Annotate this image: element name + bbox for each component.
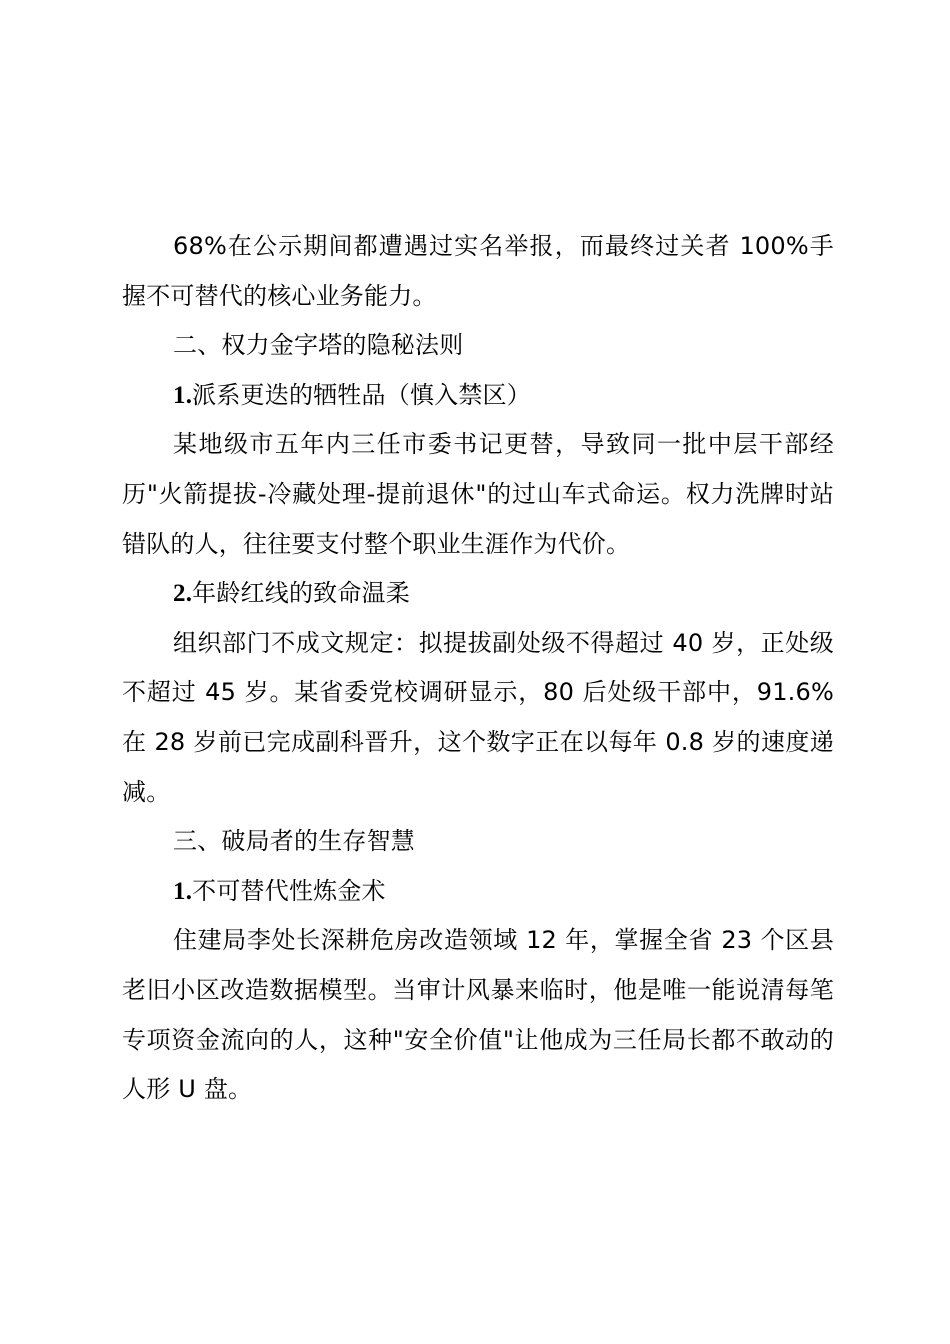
body-paragraph-report-stats: 68%在公示期间都遭遇过实名举报，而最终过关者 100%手握不可替代的核心业务能力。 <box>122 232 834 310</box>
subheading-number: 1. <box>173 877 193 905</box>
section-heading-survival-wisdom: 三、破局者的生存智慧 <box>173 827 415 856</box>
subheading-text: 不可替代性炼金术 <box>192 876 386 905</box>
body-paragraph-age-rules: 组织部门不成文规定：拟提拔副处级不得超过 40 岁，正处级不超过 45 岁。某省委党校调研显示，80 后处级干部中，91.6%在 28 岁前已完成副科晋升，这个数字正在以每年 0.8 岁的速度递减。 <box>122 628 834 806</box>
document-page <box>122 222 834 1115</box>
subheading-faction-change <box>122 371 834 421</box>
body-paragraph-secretary-change: 某地级市五年内三任市委书记更替，导致同一批中层干部经历"火箭提拔-冷藏处理-提前退休"的过山车式命运。权力洗牌时站错队的人，往往要支付整个职业生涯作为代价。 <box>122 430 834 558</box>
subheading-text: 年龄红线的致命温柔 <box>192 579 410 608</box>
subheading-text: 派系更迭的牺牲品（慎入禁区） <box>192 380 531 409</box>
subheading-irreplaceability <box>122 867 834 917</box>
subheading-number: 1. <box>173 381 193 409</box>
subheading-age-redline <box>122 569 834 619</box>
section-heading-power-pyramid: 二、权力金字塔的隐秘法则 <box>173 331 464 360</box>
body-paragraph-director-li: 住建局李处长深耕危房改造领域 12 年，掌握全省 23 个区县老旧小区改造数据模型。当审计风暴来临时，他是唯一能说清每笔专项资金流向的人，这种"安全价值"让他成为三任局长都不敢动的人形 U 盘。 <box>122 926 834 1104</box>
subheading-number: 2. <box>173 580 193 608</box>
